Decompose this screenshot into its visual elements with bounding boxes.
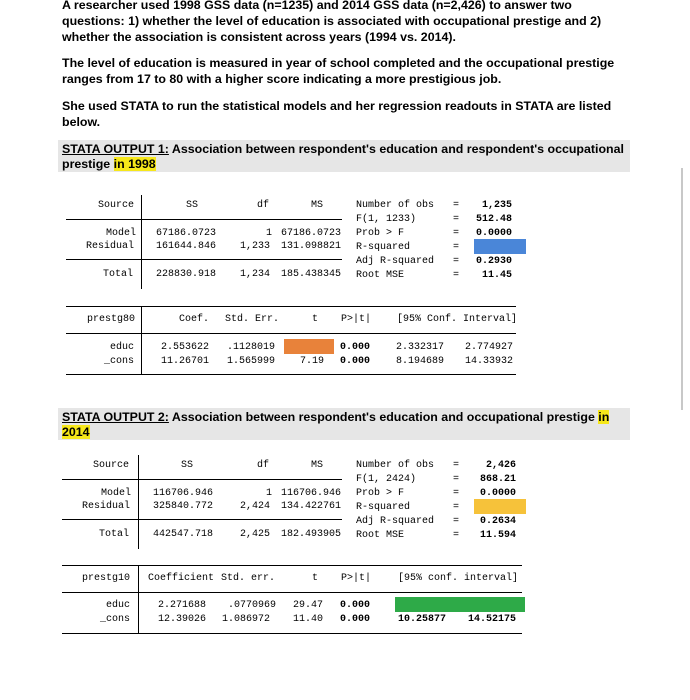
output2-label: STATA OUTPUT 2: [62,410,169,424]
rule [62,633,522,634]
intro-line: questions: 1) whether the level of education is associated with occupational prestige and 2) [62,14,602,28]
cell-ms: 134.422761 [281,501,342,512]
stat-value: 11.45 [481,270,512,281]
col-ss: SS [186,200,199,211]
cell-p: 0.000 [340,356,371,367]
cell-ms: 131.098821 [281,241,342,252]
row-label: Total [99,529,130,540]
cell-se: 1.086972 [222,614,271,625]
cell-ci-hi: 14.52175 [468,614,517,625]
row-label: Total [103,269,134,280]
stat-value: 11.594 [479,530,516,541]
cell-ms: 67186.0723 [281,228,342,239]
rule [138,455,139,549]
stat-label: R-squared [356,242,411,253]
col-t: t [312,573,319,584]
col-p: P>|t| [341,573,372,584]
rule [66,374,516,375]
row-label: Residual [82,501,131,512]
stat-eq: = [453,530,460,541]
stat-value: 0.2634 [479,516,516,527]
stat-eq: = [453,488,460,499]
stat-value: 0.0000 [479,488,516,499]
stat-label: Root MSE [356,270,405,281]
stat-eq: = [453,228,460,239]
cell-se: .0770969 [228,600,277,611]
cell-t: 29.47 [293,600,324,611]
answer-blank-t-stat[interactable] [284,339,334,354]
stat-eq: = [453,516,460,527]
stat-eq: = [453,502,460,513]
stat-label: Root MSE [356,530,405,541]
cell-ci-lo: 8.194689 [396,356,445,367]
output2-title: Association between respondent's education and occupational prestige [168,410,599,424]
stat-label: Adj R-squared [356,256,435,267]
rule [66,219,342,220]
stat-eq: = [453,474,460,485]
stat-value: 0.0000 [475,228,512,239]
intro-line: The level of education is measured in year of school completed and the occupational prestige [62,56,615,70]
stat-label: Number of obs [356,200,435,211]
col-df: df [257,460,270,471]
cell-df: 1 [265,228,272,239]
col-df: df [257,200,270,211]
rule [62,592,522,593]
output1-label: STATA OUTPUT 1: [62,142,169,156]
stat-value: 2,426 [485,460,516,471]
col-ms: MS [311,200,324,211]
stat-eq: = [453,242,460,253]
output1-title-cont: prestige [62,157,114,171]
cell-se: .1128019 [227,342,276,353]
col-ci: [95% conf. interval] [398,573,519,584]
answer-blank-r-squared[interactable] [474,239,526,254]
rule [62,519,342,520]
row-label: Model [106,228,137,239]
stat-eq: = [453,270,460,281]
rule [138,565,139,633]
output2-year: 2014 [62,425,90,439]
col-t: t [312,314,319,325]
rule [66,306,516,307]
stat-value: 512.48 [475,214,512,225]
col-se: Std. err. [221,573,276,584]
cell-ms: 182.493905 [281,529,342,540]
rule [62,479,342,480]
dep-var: prestg80 [87,314,136,325]
cell-t: 7.19 [300,356,325,367]
cell-ms: 116706.946 [281,488,342,499]
cell-p: 0.000 [340,342,371,353]
stat-label: Adj R-squared [356,516,435,527]
cell-coef: 12.39026 [158,614,207,625]
stat-value: 0.2930 [475,256,512,267]
output2-header [58,408,630,440]
stat-label: Prob > F [356,228,405,239]
intro-line: below. [62,115,101,129]
cell-p: 0.000 [340,600,371,611]
cell-se: 1.565999 [227,356,276,367]
col-ci: [95% Conf. Interval] [397,314,518,325]
col-coef: Coefficient [148,573,215,584]
row-label: educ [110,342,135,353]
cell-df: 1 [265,488,272,499]
cell-p: 0.000 [340,614,371,625]
output1-title: Association between respondent's education and respondent's occupational [168,142,624,156]
scrollbar-track[interactable] [681,168,683,410]
answer-blank-r-squared[interactable] [474,499,526,514]
rule [62,565,522,566]
stat-label: Number of obs [356,460,435,471]
row-label: _cons [104,356,135,367]
cell-ms: 185.438345 [281,269,342,280]
cell-coef: 11.26701 [161,356,210,367]
cell-ss: 161644.846 [156,241,217,252]
stat-label: F(1, 1233) [356,214,417,225]
cell-df: 2,425 [240,529,271,540]
output1-header [58,140,630,172]
cell-ci-lo: 2.332317 [396,342,445,353]
col-ss: SS [181,460,194,471]
col-coef: Coef. [179,314,210,325]
stat-label: Prob > F [356,488,405,499]
row-label: _cons [100,614,131,625]
rule [66,259,342,260]
stat-label: R-squared [356,502,411,513]
row-label: Model [101,488,132,499]
stat-value: 1,235 [481,200,512,211]
stat-eq: = [453,214,460,225]
col-se: Std. Err. [225,314,280,325]
cell-coef: 2.553622 [161,342,210,353]
stat-eq: = [453,256,460,267]
cell-ss: 442547.718 [153,529,214,540]
intro-line: A researcher used 1998 GSS data (n=1235) and 2014 GSS data (n=2,426) to answer two [62,0,572,12]
output2-in: in [598,410,610,424]
dep-var: prestg10 [82,573,131,584]
rule [141,306,142,374]
cell-df: 1,234 [240,269,271,280]
cell-ci-hi: 2.774927 [465,342,514,353]
cell-ss: 228830.918 [156,269,217,280]
intro-line: ranges from 17 to 80 with a higher score indicating a more prestigious job. [62,72,502,86]
rule [141,195,142,289]
output1-year: in 1998 [113,157,156,171]
cell-ci-lo: 10.25877 [398,614,447,625]
col-p: P>|t| [341,314,372,325]
stat-label: F(1, 2424) [356,474,417,485]
intro-line: She used STATA to run the statistical models and her regression readouts in STATA are listed [62,99,612,113]
row-label: educ [106,600,131,611]
cell-coef: 2.271688 [158,600,207,611]
cell-df: 2,424 [240,501,271,512]
answer-blank-conf-interval[interactable] [395,597,525,612]
intro-line: whether the association is consistent across years (1994 vs. 2014). [62,30,456,44]
rule [66,333,516,334]
cell-t: 11.40 [293,614,324,625]
col-source: Source [98,200,135,211]
col-source: Source [93,460,130,471]
stat-eq: = [453,200,460,211]
cell-ss: 67186.0723 [156,228,217,239]
row-label: Residual [86,241,135,252]
stat-value: 868.21 [479,474,516,485]
cell-df: 1,233 [240,241,271,252]
cell-ci-hi: 14.33932 [465,356,514,367]
cell-ss: 325840.772 [153,501,214,512]
col-ms: MS [311,460,324,471]
cell-ss: 116706.946 [153,488,214,499]
stat-eq: = [453,460,460,471]
